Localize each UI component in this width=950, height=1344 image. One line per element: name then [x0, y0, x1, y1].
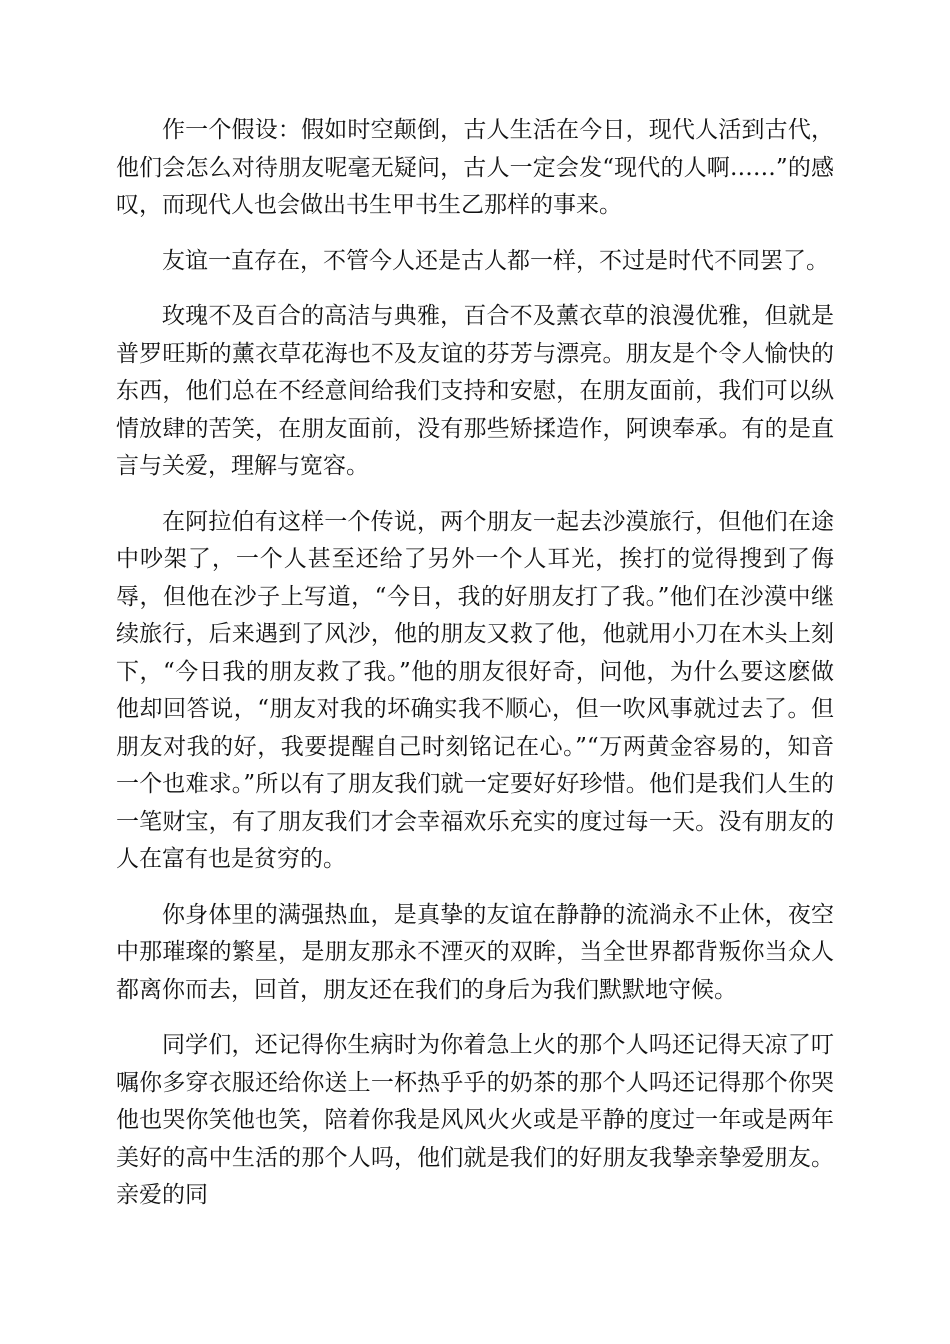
- paragraph-classmates: 同学们，还记得你生病时为你着急上火的那个人吗还记得天凉了叮嘱你多穿衣服还给你送上一杯热乎乎的奶茶的那个人吗还记得那个你哭他也哭你笑他也笑，陪着你我是风风火火或是平静的度过一年或是两年美好的高中生活的那个人吗，他们就是我们的好朋友我挚亲挚爱朋友。亲爱的同: [116, 1032, 834, 1208]
- paragraph-flowers: 玫瑰不及百合的高洁与典雅，百合不及薰衣草的浪漫优雅，但就是普罗旺斯的薰衣草花海也不及友谊的芬芳与漂亮。朋友是个令人愉快的东西，他们总在不经意间给我们支持和安慰，在朋友面前，我们可以纵情放肆的苦笑，在朋友面前，没有那些矫揉造作，阿谀奉承。有的是直言与关爱，理解与宽容。: [116, 303, 834, 479]
- paragraph-arabian-legend: 在阿拉伯有这样一个传说，两个朋友一起去沙漠旅行，但他们在途中吵架了，一个人甚至还给了另外一个人耳光，挨打的觉得搜到了侮辱，但他在沙子上写道，“今日，我的好朋友打了我。”他们在沙漠中继续旅行，后来遇到了风沙，他的朋友又救了他，他就用小刀在木头上刻下，“今日我的朋友救了我。”他的朋友很好奇，问他，为什么要这麽做他却回答说，“朋友对我的坏确实我不顺心，但一吹风事就过去了。但朋友对我的好，我要提醒自己时刻铭记在心。”“万两黄金容易的，知音一个也难求。”所以有了朋友我们就一定要好好珍惜。他们是我们人生的一笔财宝，有了朋友我们才会幸福欢乐充实的度过每一天。没有朋友的人在富有也是贫穷的。: [116, 508, 834, 872]
- paragraph-warm-blood: 你身体里的满强热血，是真挚的友谊在静静的流淌永不止休，夜空中那璀璨的繁星，是朋友那永不湮灭的双眸，当全世界都背叛你当众人都离你而去，回首，朋友还在我们的身后为我们默默地守候。: [116, 901, 834, 1003]
- paragraph-friendship-exists: 友谊一直存在，不管今人还是古人都一样，不过是时代不同罢了。: [162, 247, 829, 274]
- essay-body: [116, 112, 834, 1233]
- paragraph-hypothesis: 作一个假设：假如时空颠倒，古人生活在今日，现代人活到古代，他们会怎么对待朋友呢毫无疑问，古人一定会发“现代的人啊……”的感叹，而现代人也会做出书生甲书生乙那样的事来。: [116, 117, 834, 218]
